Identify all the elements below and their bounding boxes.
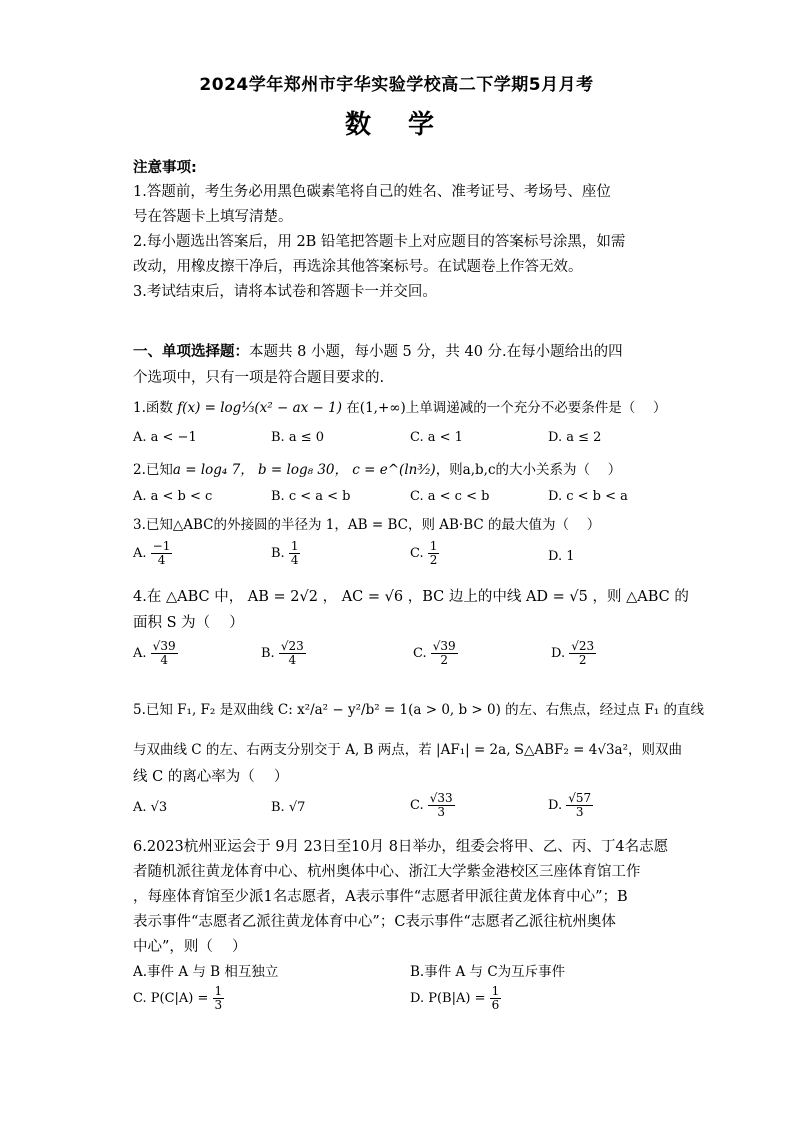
q4-option-c — [413, 640, 458, 667]
q3-b-fraction — [289, 540, 301, 567]
notice-line-2b: 改动，用橡皮擦干净后，再选涂其他答案标号。在试题卷上作答无效。 — [133, 259, 583, 275]
q3-b-den: 4 — [290, 553, 299, 568]
q1-stem — [133, 396, 667, 416]
q2-option-a: A. a < b < c — [133, 489, 213, 504]
q2-stem — [133, 458, 621, 478]
section1-desc2: 个选项中，只有一项是符合题目要求的. — [133, 370, 385, 386]
q3-a-num: −1 — [152, 539, 171, 553]
q1-stem-a: 1.函数 — [133, 400, 173, 416]
q3-option-a — [133, 540, 172, 567]
q6-option-a: A.事件 A 与 B 相互独立 — [133, 964, 279, 980]
q5-option-d — [548, 792, 593, 819]
notice-heading: 注意事项: — [133, 160, 197, 176]
q1-option-a: A. a < −1 — [133, 430, 197, 445]
q3-b-prefix: B. — [271, 546, 285, 562]
q5-option-b: B. √7 — [271, 800, 306, 815]
q6-line-2: 者随机派往黄龙体育中心、杭州奥体中心、浙江大学紫金港校区三座体育馆工作 — [133, 864, 641, 880]
q4-b-num: √23 — [280, 639, 304, 653]
q5-stem-a: 5.已知 F₁, F₂ 是双曲线 C: x²/a² − y²/b² = 1(a > 0, b > 0) 的左、右焦点，经过点 F₁ 的直线 — [133, 702, 705, 718]
q6-line-1: 6.2023杭州亚运会于 9月 23日至10月 8日举办，组委会将甲、乙、丙、丁4名志愿 — [133, 839, 669, 855]
q4-c-prefix: C. — [413, 646, 427, 662]
exam-title: 2024学年郑州市宇华实验学校高二下学期5月月考 — [199, 75, 594, 95]
q3-b-num: 1 — [290, 539, 299, 553]
q5-c-fraction — [428, 792, 455, 819]
q3-option-c — [410, 540, 439, 567]
q4-a-prefix: A. — [133, 646, 147, 662]
q6-c-prefix: C. P(C|A) = — [133, 991, 209, 1007]
q5-stem-b: 与双曲线 C 的左、右两支分别交于 A, B 两点，若 |AF₁| = 2a, S△ABF₂ = 4√3a²，则双曲 — [133, 742, 682, 758]
q3-c-num: 1 — [429, 539, 438, 553]
q4-b-den: 4 — [288, 653, 297, 668]
q5-c-num: √33 — [429, 791, 453, 805]
q2-option-c: C. a < c < b — [410, 489, 490, 504]
q4-c-num: √39 — [432, 639, 456, 653]
q4-option-b — [261, 640, 306, 667]
q6-option-b: B.事件 A 与 C为互斥事件 — [410, 964, 566, 980]
q2-stem-a: 2.已知 — [133, 462, 173, 478]
section1-desc1: 本题共 8 小题，每小题 5 分，共 40 分.在每小题给出的四 — [249, 344, 623, 360]
q4-c-fraction — [431, 640, 458, 667]
q5-d-den: 3 — [575, 805, 584, 820]
q4-d-prefix: D. — [551, 646, 566, 662]
q5-stem-c: 线 C 的离心率为（ ） — [133, 769, 289, 785]
q2-option-d: D. c < b < a — [548, 489, 628, 504]
q4-stem-b: 面积 S 为（ ） — [133, 615, 244, 631]
q3-a-prefix: A. — [133, 546, 147, 562]
section1-heading: 一、单项选择题： — [133, 344, 249, 360]
q3-option-b — [271, 540, 300, 567]
q1-option-b: B. a ≤ 0 — [271, 430, 324, 445]
q3-a-den: 4 — [157, 553, 166, 568]
notice-line-2a: 2.每小题选出答案后，用 2B 铅笔把答题卡上对应题目的答案标号涂黑，如需 — [133, 234, 626, 250]
q4-option-d — [551, 640, 596, 667]
q4-a-den: 4 — [160, 653, 168, 668]
q5-c-prefix: C. — [410, 798, 424, 814]
q4-d-num: √23 — [571, 639, 595, 653]
notice-line-3: 3.考试结束后，请将本试卷和答题卡一并交回。 — [133, 284, 437, 300]
q6-line-5: 中心”，则（ ） — [133, 939, 247, 955]
q2-option-b: B. c < a < b — [271, 489, 351, 504]
q6-d-fraction — [490, 985, 502, 1012]
q4-stem-a: 4.在 △ABC 中， AB = 2√2 ， AC = √6 ，BC 边上的中线 AD = √5 ，则 △ABC 的 — [133, 589, 689, 605]
q4-a-num: √39 — [152, 639, 176, 653]
q6-line-3: ，每座体育馆至少派1名志愿者，A表示事件“志愿者甲派往黄龙体育中心”；B — [133, 889, 628, 905]
q3-c-den: 2 — [429, 553, 438, 568]
q6-line-4: 表示事件“志愿者乙派往黄龙体育中心”；C表示事件“志愿者乙派往杭州奥体 — [133, 914, 616, 930]
q6-option-c — [133, 985, 224, 1012]
q2-stem-b: ，则a,b,c的大小关系为（ ） — [435, 462, 622, 478]
q3-option-d: D. 1 — [548, 549, 575, 564]
q1-stem-b: 在(1,+∞)上单调递减的一个充分不必要条件是（ ） — [346, 400, 667, 416]
q6-d-den: 6 — [491, 998, 500, 1013]
q1-option-c: C. a < 1 — [410, 430, 463, 445]
notice-line-1b: 号在答题卡上填写清楚。 — [133, 209, 293, 225]
q5-d-prefix: D. — [548, 798, 563, 814]
q4-option-a — [133, 640, 178, 667]
q2-formula: a = log₄ 7， b = log₈ 30， c = e^(ln³⁄₂) — [172, 462, 436, 478]
q6-option-d — [410, 985, 501, 1012]
q3-stem: 3.已知△ABC的外接圆的半径为 1，AB = BC，则 AB·BC 的最大值为（ ） — [133, 517, 601, 533]
q4-b-prefix: B. — [261, 646, 275, 662]
q5-option-a: A. √3 — [133, 800, 168, 815]
q6-c-den: 3 — [214, 998, 223, 1013]
q3-a-fraction — [151, 540, 173, 567]
q6-d-prefix: D. P(B|A) = — [410, 991, 486, 1007]
q5-c-den: 3 — [437, 805, 446, 820]
q4-a-fraction — [151, 640, 178, 667]
q4-d-den: 2 — [578, 653, 587, 668]
q6-c-num: 1 — [214, 984, 223, 998]
notice-line-1a: 1.答题前，考生务必用黑色碳素笔将自己的姓名、准考证号、考场号、座位 — [133, 184, 611, 200]
q1-formula: f(x) = log⅓(x² − ax − 1) — [177, 400, 342, 416]
q1-option-d: D. a ≤ 2 — [548, 430, 602, 445]
q3-c-fraction — [428, 540, 440, 567]
q4-d-fraction — [569, 640, 596, 667]
exam-subject: 数 学 — [344, 110, 449, 140]
q5-d-num: √57 — [568, 791, 592, 805]
q5-d-fraction — [566, 792, 593, 819]
q6-c-fraction — [213, 985, 225, 1012]
q6-d-num: 1 — [491, 984, 500, 998]
q5-option-c — [410, 792, 455, 819]
q4-c-den: 2 — [440, 653, 449, 668]
q4-b-fraction — [279, 640, 306, 667]
section1-line1 — [133, 340, 623, 361]
q3-c-prefix: C. — [410, 546, 424, 562]
